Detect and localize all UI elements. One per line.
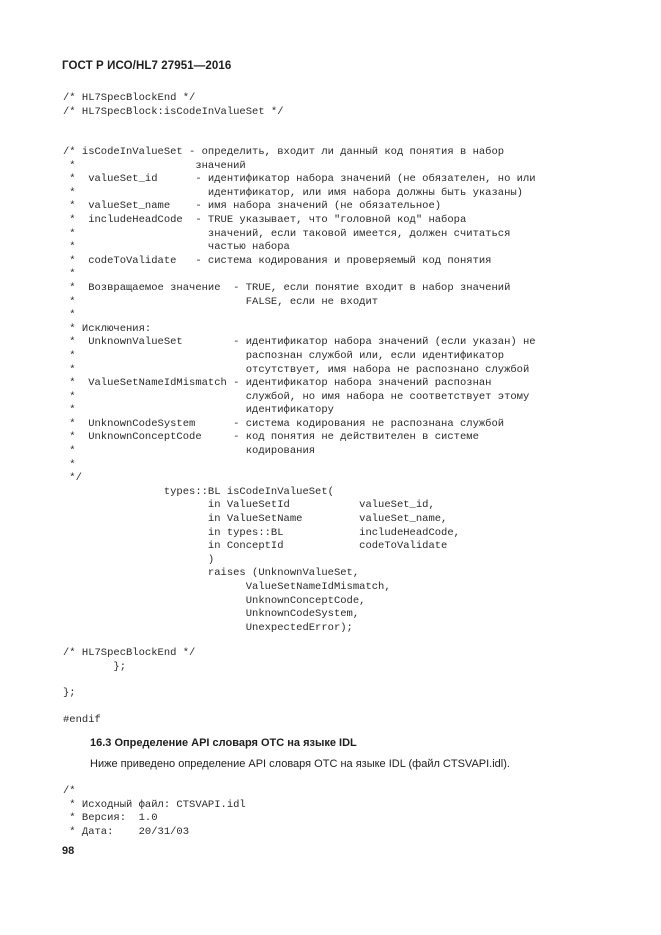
code-block-spec-markers: /* HL7SpecBlockEnd */ /* HL7SpecBlock:isCodeInValueSet */ [63,92,284,118]
page-number: 98 [62,845,75,857]
section-paragraph: Ниже приведено определение API словаря ОТС на языке IDL (файл CTSVAPI.idl). [90,758,510,770]
code-block-is-code-in-value-set: /* isCodeInValueSet - определить, входит ли данный код понятия в набор * значений * valueSet_id - идентификатор набора значений (не обязателен, но или * идентификатор, или имя набора должны быть указаны) * valueSet_name - имя набора значений (не обязательное) * includeHeadCode - TRUE указывает, что "головной код" набора * значений, если таковой имеется, должен считаться * частью набора * codeToValidate - система кодирования и проверяемый код понятия * * Возвращаемое значение - TRUE, если понятие входит в набор значений * FALSE, если не входит * * Исключения: * UnknownValueSet - идентификатор набора значений (если указан) не * распознан службой или, если идентификатор * отсутствует, имя набора не распознано службой * ValueSetNameIdMismatch - идентификатор набора значений распознан * службой, но имя набора не соответствует этому * идентификатору * UnknownCodeSystem - система кодирования не распознана службой * UnknownConceptCode - код понятия не действителен в системе * кодирования * */ types::BL isCodeInValueSet( in ValueSetId valueSet_id, in ValueSetName valueSet_name, in types::BL includeHeadCode, in ConceptId codeToValidate ) raises (UnknownValueSet, ValueSetNameIdMismatch, UnknownConceptCode, UnknownCodeSystem, UnexpectedError); [63,146,536,634]
code-block-file-header: /* * Исходный файл: CTSVAPI.idl * Версия: 1.0 * Дата: 20/31/03 [63,785,246,838]
code-block-spec-end: /* HL7SpecBlockEnd */ }; [63,647,196,673]
section-heading: 16.3 Определение API словаря ОТС на языке IDL [90,737,357,749]
document-header: ГОСТ Р ИСО/HL7 27951—2016 [62,60,232,72]
code-block-endif: #endif [63,714,101,726]
code-block-closing-brace: }; [63,687,76,699]
